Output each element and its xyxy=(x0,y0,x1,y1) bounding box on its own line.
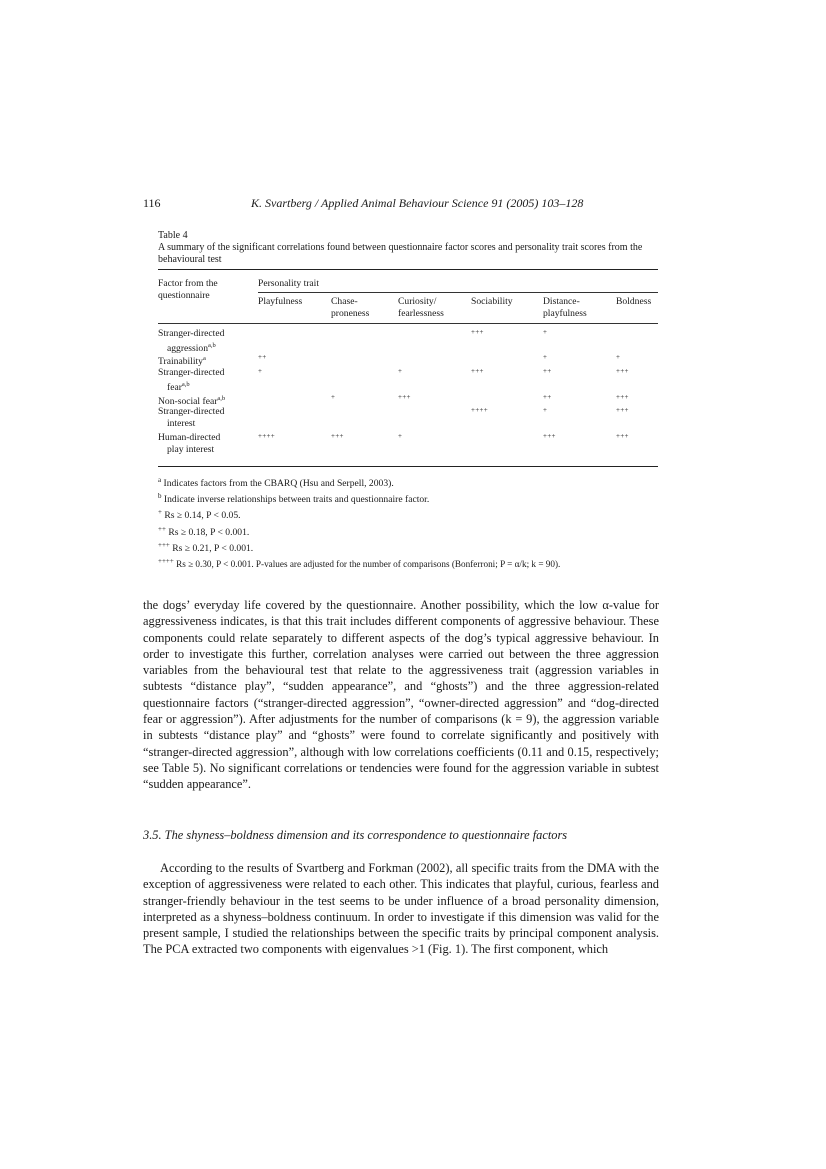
col-distance-line2: playfulness xyxy=(543,308,587,319)
row-label-line1: Stranger-directed xyxy=(158,328,225,339)
significance-mark: +++ xyxy=(543,432,556,440)
significance-mark: +++ xyxy=(471,328,484,336)
footnote-1-mark: + xyxy=(158,508,162,517)
significance-mark: + xyxy=(543,353,548,361)
significance-mark: + xyxy=(398,367,403,375)
row-label-line1: Trainability xyxy=(158,356,203,368)
footnote-4-mark: ++++ xyxy=(158,556,174,565)
span-header: Personality trait xyxy=(258,278,320,289)
significance-mark: +++ xyxy=(398,393,411,401)
significance-mark: +++ xyxy=(616,367,629,375)
footnote-a xyxy=(158,474,678,490)
table-row-label xyxy=(158,367,224,394)
row-label-line1: Non-social fear xyxy=(158,396,218,408)
body-paragraph-2 xyxy=(143,860,659,958)
stub-header-line1: Factor from the xyxy=(158,278,218,289)
significance-mark: + xyxy=(398,432,403,440)
table-caption xyxy=(158,230,658,266)
footnote-4-text: Rs ≥ 0.30, P < 0.001. P-values are adjusted for the number of comparisons (Bonferroni; P = α/k; k = 90). xyxy=(176,559,561,569)
footnote-3-text: Rs ≥ 0.21, P < 0.001. xyxy=(172,542,254,554)
significance-mark: ++ xyxy=(258,353,267,361)
page-number: 116 xyxy=(143,196,161,210)
row-label-line2: interest xyxy=(167,418,196,429)
footnote-4 xyxy=(158,555,678,571)
footnote-a-mark: a xyxy=(158,476,162,484)
footnote-b-text: Indicate inverse relationships between traits and questionnaire factor. xyxy=(163,494,430,506)
footnote-3-mark: +++ xyxy=(158,540,170,549)
column-header-distance-playfulness xyxy=(543,296,587,320)
stub-header xyxy=(158,278,218,302)
section-heading: 3.5. The shyness–boldness dimension and its correspondence to questionnaire factors xyxy=(143,828,568,842)
column-header-sociability xyxy=(471,296,513,308)
table-caption-text: A summary of the significant correlations found between questionnaire factor scores and personality trait scores from the behavioural test xyxy=(158,242,643,265)
row-label-sup: a xyxy=(202,355,206,362)
significance-mark: + xyxy=(616,353,621,361)
column-header-playfulness xyxy=(258,296,302,308)
significance-mark: +++ xyxy=(331,432,344,440)
footnote-2 xyxy=(158,523,678,539)
row-label-line1: Stranger-directed xyxy=(158,406,225,417)
body-paragraph-1 xyxy=(143,597,659,793)
table-top-rule xyxy=(158,269,658,270)
stub-header-line2: questionnaire xyxy=(158,290,210,301)
body-paragraph-2-text: According to the results of Svartberg and Forkman (2002), all specific traits from the DMA with the exception of aggressiveness were related to each other. This indicates that playful, curious, fearless and stranger-friendly behaviour in the test seems to be under influence of a broad personality dimension, interpreted as a shyness–boldness continuum. In order to investigate if this dimension was valid for the present sample, I studied the relationships between the specific traits by principal component analysis. The PCA extracted two components with eigenvalues >1 (Fig. 1). The first component, which xyxy=(143,861,659,957)
col-sociability-line1: Sociability xyxy=(471,296,513,307)
significance-mark: +++ xyxy=(471,367,484,375)
col-boldness-line1: Boldness xyxy=(616,296,652,307)
significance-mark: + xyxy=(258,367,263,375)
column-header-curiosity xyxy=(398,296,444,320)
footnote-b-mark: b xyxy=(158,492,162,501)
significance-mark: ++ xyxy=(543,367,552,375)
col-playfulness-line1: Playfulness xyxy=(258,296,303,307)
table-label: Table 4 xyxy=(158,230,188,241)
row-label-line1: Stranger-directed xyxy=(158,367,225,378)
table-bottom-rule xyxy=(158,466,658,467)
col-curiosity-line1: Curiosity/ xyxy=(398,296,437,307)
row-label-line1: Human-directed xyxy=(158,432,221,443)
table-header-rule xyxy=(158,323,658,324)
col-curiosity-line2: fearlessness xyxy=(398,308,444,319)
table-footnotes xyxy=(158,474,678,571)
significance-mark: ++++ xyxy=(258,432,275,440)
row-label-line2: fear xyxy=(167,382,182,394)
col-distance-line1: Distance- xyxy=(543,296,580,307)
significance-mark: ++++ xyxy=(471,406,488,414)
row-label-sup: a,b xyxy=(217,395,226,402)
footnote-3 xyxy=(158,539,678,555)
table-row-label xyxy=(158,406,224,430)
significance-mark: + xyxy=(543,406,548,414)
column-header-boldness xyxy=(616,296,651,308)
significance-mark: +++ xyxy=(616,393,629,401)
row-label-sup: a,b xyxy=(181,381,190,388)
table-row-label xyxy=(158,432,220,456)
row-label-line2: play interest xyxy=(167,444,215,455)
column-header-chase-proneness xyxy=(331,296,369,320)
footnote-2-text: Rs ≥ 0.18, P < 0.001. xyxy=(168,526,250,538)
footnote-1 xyxy=(158,506,678,522)
body-paragraph-1-text: the dogs’ everyday life covered by the questionnaire. Another possibility, which the low α-value for aggressiveness indicates, is that this trait includes different components of aggressive behaviour. These components could relate separately to different aspects of the dog’s typical aggressive behaviour. In order to investigate this further, correlation analyses were carried out between the three aggression variables from the behavioural test that relate to the aggressiveness trait (aggression variables in subtests “distance play”, “sudden appearance”, and “ghosts”) and the three aggression-related questionnaire factors (“stranger-directed aggression”, “owner-directed aggression” and “dog-directed fear or aggression”). After adjustments for the number of comparisons (k = 9), the aggression variable in subtests “distance play” and “ghosts” were found to correlate significantly and positively with “stranger-directed aggression”, although with low correlations coefficients (0.11 and 0.15, respectively; see Table 5). No significant correlations or tendencies were found for the aggression variable in subtest “sudden appearance”. xyxy=(143,598,659,792)
significance-mark: + xyxy=(331,393,336,401)
footnote-b xyxy=(158,490,678,506)
span-header-rule xyxy=(258,292,658,293)
significance-mark: +++ xyxy=(616,432,629,440)
significance-mark: + xyxy=(543,328,548,336)
journal-citation: K. Svartberg / Applied Animal Behaviour Science 91 (2005) 103–128 xyxy=(251,196,584,210)
col-chase-line2: proneness xyxy=(331,308,370,319)
table-row-label xyxy=(158,353,206,368)
footnote-2-mark: ++ xyxy=(158,524,166,533)
significance-mark: ++ xyxy=(543,393,552,401)
significance-mark: +++ xyxy=(616,406,629,414)
footnote-a-text: Indicates factors from the CBARQ (Hsu and Serpell, 2003). xyxy=(163,478,394,490)
table-row-label xyxy=(158,328,224,355)
footnote-1-text: Rs ≥ 0.14, P < 0.05. xyxy=(164,510,241,522)
row-label-line2: aggression xyxy=(167,343,209,355)
col-chase-line1: Chase- xyxy=(331,296,358,307)
row-label-sup: a,b xyxy=(208,342,216,349)
